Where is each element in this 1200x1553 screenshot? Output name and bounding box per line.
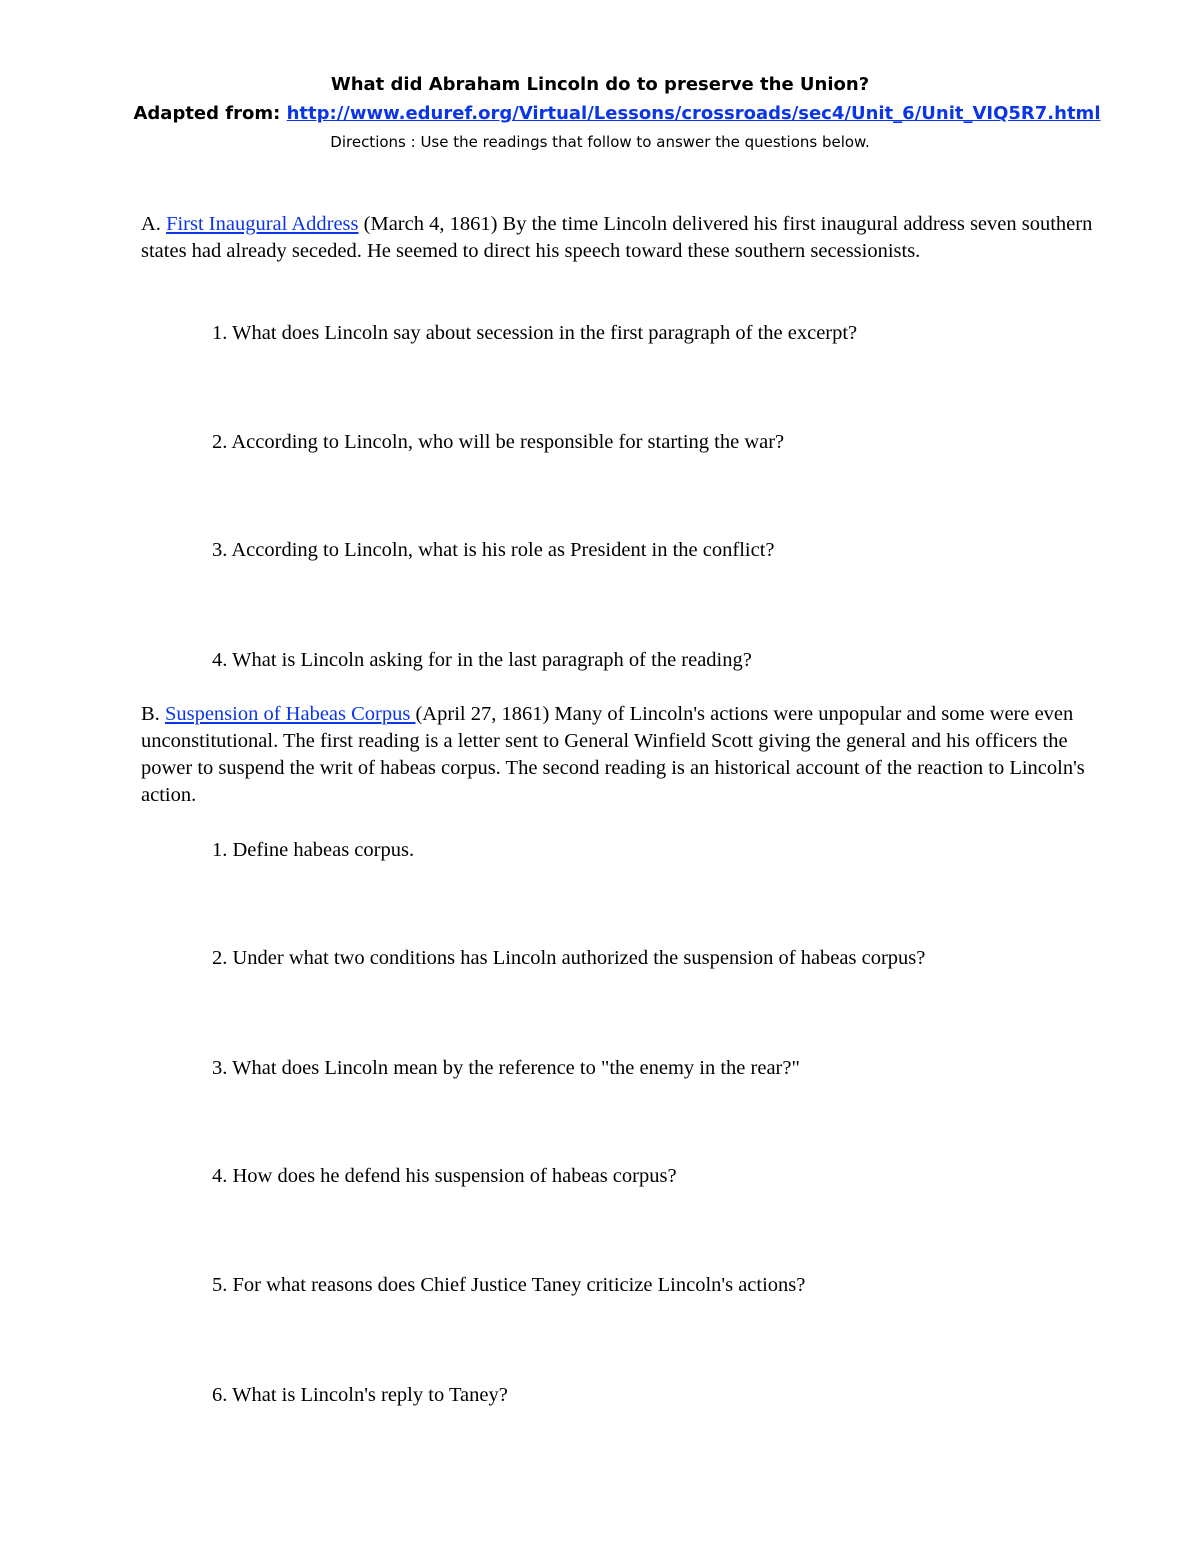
question-b3: 3. What does Lincoln mean by the reference to "the enemy in the rear?" (212, 1057, 800, 1079)
section-b-letter: B. (141, 703, 160, 725)
section-b-intro (141, 701, 1121, 809)
question-a3: 3. According to Lincoln, what is his role as President in the conflict? (212, 539, 775, 561)
page-title: What did Abraham Lincoln do to preserve the Union? (330, 74, 870, 95)
question-b1: 1. Define habeas corpus. (212, 839, 415, 861)
question-b4: 4. How does he defend his suspension of habeas corpus? (212, 1165, 677, 1187)
section-a-letter: A. (141, 213, 161, 235)
question-b2: 2. Under what two conditions has Lincoln authorized the suspension of habeas corpus? (212, 947, 926, 969)
section-a-intro (141, 211, 1121, 265)
section-b-text: (April 27, 1861) Many of Lincoln's actions were unpopular and some were even unconstitutional. The first reading is a letter sent to General Winfield Scott giving the general and his officers the power to suspend the writ of habeas corpus. The second reading is an historical account of the reaction to Lincoln's action. (141, 703, 1085, 806)
first-inaugural-address-link[interactable]: First Inaugural Address (166, 213, 359, 235)
question-a1: 1. What does Lincoln say about secession in the first paragraph of the excerpt? (212, 322, 858, 344)
suspension-habeas-corpus-link[interactable]: Suspension of Habeas Corpus (164, 703, 416, 725)
adapted-label: Adapted from: (133, 103, 281, 124)
question-b5: 5. For what reasons does Chief Justice Taney criticize Lincoln's actions? (212, 1274, 806, 1296)
question-a2: 2. According to Lincoln, who will be responsible for starting the war? (212, 431, 785, 453)
source-link[interactable]: http://www.eduref.org/Virtual/Lessons/crossroads/sec4/Unit_6/Unit_VIQ5R7.html (286, 103, 1101, 124)
directions-text: Directions : Use the readings that follow to answer the questions below. (330, 133, 870, 151)
question-b6: 6. What is Lincoln's reply to Taney? (212, 1384, 508, 1406)
source-line (0, 103, 1200, 124)
section-a-text: (March 4, 1861) By the time Lincoln delivered his first inaugural address seven southern states had already seceded. He seemed to direct his speech toward these southern secessionists. (141, 213, 1093, 262)
question-a4: 4. What is Lincoln asking for in the last paragraph of the reading? (212, 649, 752, 671)
